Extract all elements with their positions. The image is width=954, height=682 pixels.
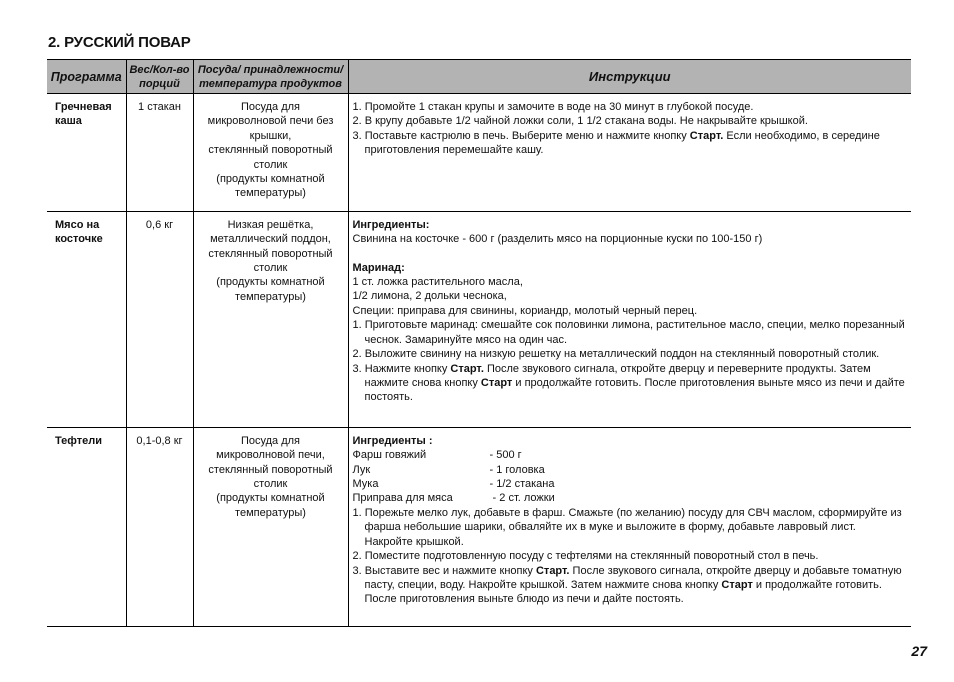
start-keyword: Старт. bbox=[535, 564, 570, 577]
step-item: 1. Приготовьте маринад: смешайте сок половинки лимона, растительное масло, специи, мелко порезанный чеснок. Замаринуйте мясо на один час. bbox=[352, 319, 905, 346]
ingredient-line: Мука - 1/2 стакана bbox=[352, 478, 555, 491]
cookware-cell: Посуда для микроволновой печи без крышки, стеклянный поворотный столик (продукты комнатной температуры) bbox=[193, 94, 348, 212]
step-item: 3. Нажмите кнопку Старт. После звукового сигнала, откройте дверцу и переверните продукты. Затем нажмите снова кнопку Старт и продолжайте готовить. После приготовления выньте мясо из печи и дайте постоять. bbox=[352, 362, 905, 404]
marinade-line: 1 ст. ложка растительного масла, bbox=[352, 276, 523, 289]
instructions-cell bbox=[348, 427, 911, 626]
steps-list bbox=[353, 100, 908, 158]
ingredient-line: Лук - 1 головка bbox=[352, 463, 545, 476]
start-keyword: Старт. bbox=[450, 362, 484, 375]
weight-cell: 0,6 кг bbox=[126, 211, 193, 427]
step-item: 3. Поставьте кастрюлю в печь. Выберите меню и нажмите кнопку Старт. Если необходимо, в середине приготовления перемешайте кашу. bbox=[352, 129, 880, 157]
cookware-cell: Низкая решётка, металлический поддон, стеклянный поворотный столик (продукты комнатной температуры) bbox=[193, 211, 348, 427]
ingredient-line: Приправа для мяса - 2 ст. ложки bbox=[352, 492, 555, 505]
steps-list bbox=[353, 506, 908, 592]
ingredients-label: Ингредиенты : bbox=[352, 434, 433, 447]
cookware-cell: Посуда для микроволновой печи, стеклянный поворотный столик (продукты комнатной температуры) bbox=[193, 427, 348, 626]
table-row bbox=[47, 94, 911, 212]
ingredients-text: Свинина на косточке - 600 г (разделить мясо на порционные куски по 100-150 г) bbox=[352, 233, 763, 246]
start-keyword: Старт bbox=[480, 376, 513, 389]
program-cell: Мясо на косточке bbox=[47, 211, 126, 427]
start-keyword: Старт. bbox=[689, 129, 724, 142]
instructions-cell bbox=[348, 211, 911, 427]
table-header-row bbox=[47, 60, 911, 94]
step-item: 1. Промойте 1 стакан крупы и замочите в воде на 30 минут в глубокой посуде. bbox=[352, 101, 754, 113]
recipe-table bbox=[47, 59, 911, 627]
step-item: 1. Порежьте мелко лук, добавьте в фарш. Смажьте (по желанию) посуду для СВЧ маслом, сформируйте из фарша небольшие шарики, обваляйте их в муке и выложите в форму, добавьте лавровый лист. Накройте крышкой. bbox=[352, 506, 902, 548]
start-keyword: Старт bbox=[721, 578, 753, 591]
header-weight: Вес/Кол-во порций bbox=[126, 60, 193, 94]
step-item: 3. Выставите вес и нажмите кнопку Старт. После звукового сигнала, откройте дверцу и добавьте томатную пасту, специи, воду. Накройте крышкой. Затем нажмите снова кнопку Старт и продолжайте готовить. bbox=[352, 564, 902, 591]
table-row bbox=[47, 211, 911, 427]
header-program: Программа bbox=[47, 60, 126, 94]
table-row bbox=[47, 427, 911, 626]
step-item: 2. В крупу добавьте 1/2 чайной ложки соли, 1 1/2 стакана воды. Не накрывайте крышкой. bbox=[352, 115, 808, 128]
marinade-line: 1/2 лимона, 2 дольки чеснока, bbox=[352, 290, 507, 303]
ingredients-label: Ингредиенты: bbox=[352, 218, 430, 231]
step-note: После приготовления выньте блюдо из печи и дайте постоять. bbox=[364, 593, 684, 606]
header-cookware: Посуда/ принадлежности/ температура продуктов bbox=[193, 60, 348, 94]
section-title: 2. РУССКИЙ ПОВАР bbox=[48, 34, 191, 51]
instructions-cell bbox=[348, 94, 911, 212]
weight-cell: 0,1-0,8 кг bbox=[126, 427, 193, 626]
header-instructions: Инструкции bbox=[348, 60, 911, 94]
program-cell: Гречневая каша bbox=[47, 94, 126, 212]
marinade-line: Специи: приправа для свинины, кориандр, молотый черный перец. bbox=[352, 304, 698, 317]
marinade-label: Маринад: bbox=[352, 261, 405, 274]
program-cell: Тефтели bbox=[47, 427, 126, 626]
page-number: 27 bbox=[911, 643, 927, 659]
ingredient-line: Фарш говяжий - 500 г bbox=[352, 449, 522, 462]
steps-list bbox=[353, 318, 908, 404]
step-item: 2. Поместите подготовленную посуду с тефтелями на стеклянный поворотный стол в печь. bbox=[352, 550, 819, 563]
weight-cell: 1 стакан bbox=[126, 94, 193, 212]
step-item: 2. Выложите свинину на низкую решетку на металлический поддон на стеклянный поворотный столик. bbox=[352, 348, 880, 361]
